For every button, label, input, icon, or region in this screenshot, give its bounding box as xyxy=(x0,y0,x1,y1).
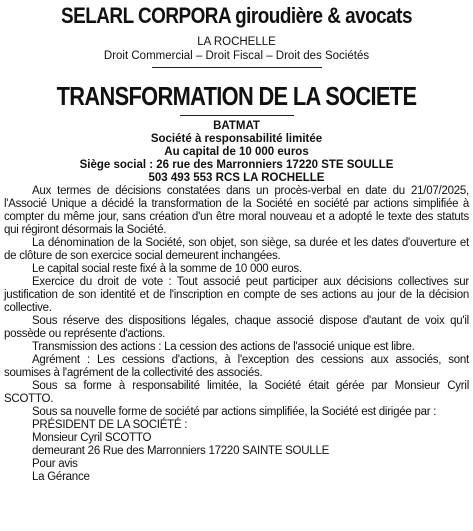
paragraph-new-management: Sous sa nouvelle forme de société par actions simplifiée, la Société est dirigée par : xyxy=(32,406,437,418)
paragraph-votes: Sous réserve des dispositions légales, chaque associé dispose d'autant de voix qu'il possède ou représente d'actions. xyxy=(4,315,469,340)
pour-avis: Pour avis xyxy=(32,458,78,470)
notice-body xyxy=(4,185,469,484)
paragraph-approval: Agrément : Les cessions d'actions, à l'exception des cessions aux associés, sont soumises à l'agrément de la collectivité des associés. xyxy=(4,354,469,379)
firm-specialties: Droit Commercial – Droit Fiscal – Droit des Sociétés xyxy=(103,50,370,62)
company-rcs: 503 493 553 RCS LA ROCHELLE xyxy=(148,172,325,184)
paragraph-transfer: Transmission des actions : La cession des actions de l'associé unique est libre. xyxy=(32,341,415,353)
paragraph-voting: Exercice du droit de vote : Tout associé peut participer aux décisions collectives sur justification de son identité et de l'inscription en compte de ses actions au jour de la décision collective. xyxy=(4,276,469,314)
notice-title: TRANSFORMATION DE LA SOCIETE xyxy=(56,81,417,111)
company-details xyxy=(4,120,469,185)
company-form: Société à responsabilité limitée xyxy=(150,133,323,145)
company-seat: Siège social : 26 rue des Marronniers 17220 STE SOULLE xyxy=(79,159,394,171)
firm-city: LA ROCHELLE xyxy=(197,36,276,48)
company-capital: Au capital de 10 000 euros xyxy=(164,146,309,158)
paragraph-decision: Aux termes de décisions constatées dans un procès-verbal en date du 21/07/2025, l'Associé Unique a décidé la transformation de la Société en société par actions simplifiée à compter du même jour, sans création d'un être moral nouveau et a adopté le texte des statuts qui régiront désormais la Société. xyxy=(4,185,469,236)
president-address: demeurant 26 Rue des Marronniers 17220 SAINTE SOULLE xyxy=(32,445,330,457)
title-divider xyxy=(180,115,294,116)
company-name: BATMAT xyxy=(213,120,260,132)
president-name: Monsieur Cyril SCOTTO xyxy=(32,432,152,444)
header-divider xyxy=(152,67,322,68)
president-heading: PRÉSIDENT DE LA SOCIÉTÉ : xyxy=(32,419,188,431)
signature: La Gérance xyxy=(32,471,90,483)
paragraph-capital: Le capital social reste fixé à la somme de 10 000 euros. xyxy=(32,263,302,275)
paragraph-unchanged: La dénomination de la Société, son objet, son siège, sa durée et les dates d'ouverture et de clôture de son exercice social demeurent inchangées. xyxy=(4,237,469,262)
paragraph-former-manager: Sous sa forme à responsabilité limitée, la Société était gérée par Monsieur Cyril SCOTTO. xyxy=(4,380,469,405)
firm-name: SELARL CORPORA giroudière & avocats xyxy=(61,3,412,28)
